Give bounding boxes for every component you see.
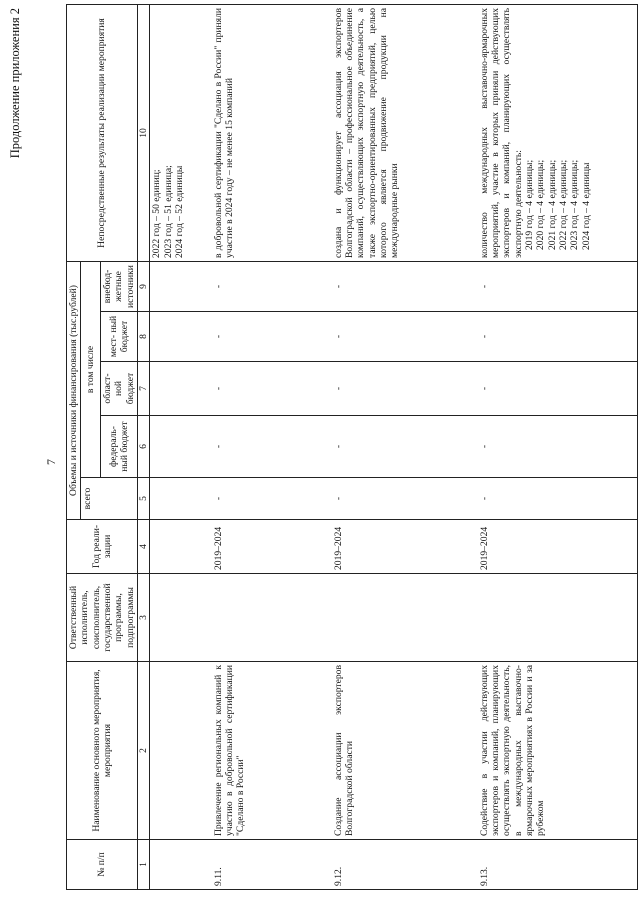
result-line: 2021 год – 4 единицы; <box>546 159 558 250</box>
result-line: 2022 год – 4 единицы; <box>557 159 569 250</box>
row-name: Содействие в участии действующих экспортеров и компаний, планирующих осуществлять экспортную деятельность, в международных выставочно-ярмарочных мероприятиях в России и за рубежом <box>478 662 638 840</box>
column-number: 1 <box>137 840 149 890</box>
row-no: 9.13. <box>478 840 638 890</box>
column-number: 6 <box>137 416 149 478</box>
result-line: 2019 год – 4 единицы; <box>523 159 535 250</box>
header-extra: внебюд- жетные источники <box>100 261 137 311</box>
column-number: 2 <box>137 662 149 840</box>
row-total: - <box>478 478 638 520</box>
table-row <box>478 4 638 889</box>
result-line: в добровольной сертификации "Сделано в России" приняли участие в 2024 году – не менее 15 компаний <box>212 7 235 258</box>
row-federal: - <box>212 416 332 478</box>
header-year: Год реали- зации <box>67 520 138 574</box>
result-line: создана и функционирует ассоциация экспортеров Волгоградской области – профессиональное объединение компаний, осуществляющих экспортную деятельность, а также экспортно-ориентированных предприятий, целью которого является продвижение продукции на международные рынки <box>332 7 401 258</box>
header-federal: федераль- ный бюджет <box>100 416 137 478</box>
row-year: 2019–2024 <box>212 520 332 574</box>
result-line: 2023 год – 51 единица; <box>162 165 174 258</box>
page-number: 7 <box>44 459 58 465</box>
row-no <box>150 840 212 890</box>
column-number: 5 <box>137 478 149 520</box>
header-funding: Объемы и источники финансирования (тыс.рублей) <box>67 261 81 519</box>
row-name: Создание ассоциации экспортеров Волгоградской области <box>332 662 478 840</box>
row-total: - <box>212 478 332 520</box>
row-extra <box>150 261 212 311</box>
appendix-continuation-label: Продолжение приложения 2 <box>8 8 22 159</box>
row-result <box>478 4 638 261</box>
header-result: Непосредственные результаты реализации мероприятия <box>67 4 138 261</box>
row-executor <box>332 574 478 662</box>
row-result <box>150 4 212 261</box>
header-name: Наименование основного мероприятия, мероприятия <box>67 662 138 840</box>
row-extra: - <box>212 261 332 311</box>
column-number: 3 <box>137 574 149 662</box>
row-federal <box>150 416 212 478</box>
result-line: 2023 год – 4 единицы; <box>569 159 581 250</box>
result-line: 2020 год – 4 единицы; <box>535 159 547 250</box>
row-federal: - <box>332 416 478 478</box>
table-row <box>150 4 212 889</box>
row-executor <box>150 574 212 662</box>
table-row <box>332 4 478 889</box>
row-no: 9.12. <box>332 840 478 890</box>
column-number: 7 <box>137 362 149 416</box>
row-regional <box>150 362 212 416</box>
header-local: мест- ный бюджет <box>100 312 137 362</box>
row-executor <box>212 574 332 662</box>
column-number: 8 <box>137 312 149 362</box>
result-line: 2022 год – 50 единиц; <box>151 169 163 258</box>
header-total: всего <box>81 478 138 520</box>
column-number-row <box>137 4 149 889</box>
program-activities-table <box>66 4 638 890</box>
row-no: 9.11. <box>212 840 332 890</box>
row-year <box>150 520 212 574</box>
result-line: 2024 год – 52 единицы <box>173 165 185 258</box>
row-result <box>332 4 478 261</box>
row-name <box>150 662 212 840</box>
header-executor: Ответственный исполнитель, соисполнитель, государственной программы, подпрограммы <box>67 574 138 662</box>
row-extra: - <box>332 261 478 311</box>
row-regional: - <box>332 362 478 416</box>
row-extra: - <box>478 261 638 311</box>
row-local <box>150 312 212 362</box>
row-year: 2019–2024 <box>478 520 638 574</box>
row-total: - <box>332 478 478 520</box>
header-no: № п/п <box>67 840 138 890</box>
result-line: количество международных выставочно-ярмарочных мероприятий, участие в которых приняли действующих экспортеров и компаний, планирующих осуществлять экспортную деятельность: <box>478 7 524 258</box>
row-executor <box>478 574 638 662</box>
row-local: - <box>212 312 332 362</box>
header-regional: област- ной бюджет <box>100 362 137 416</box>
row-federal: - <box>478 416 638 478</box>
header-including: в том числе <box>81 261 101 477</box>
row-name: Привлечение региональных компаний к участию в добровольной сертификации "Сделано в России" <box>212 662 332 840</box>
column-number: 9 <box>137 261 149 311</box>
row-regional: - <box>212 362 332 416</box>
column-number: 10 <box>137 4 149 261</box>
row-local: - <box>478 312 638 362</box>
column-number: 4 <box>137 520 149 574</box>
row-year: 2019–2024 <box>332 520 478 574</box>
row-local: - <box>332 312 478 362</box>
row-regional: - <box>478 362 638 416</box>
row-result <box>212 4 332 261</box>
result-line: 2024 год – 4 единицы <box>580 162 592 250</box>
table-row <box>212 4 332 889</box>
row-total <box>150 478 212 520</box>
